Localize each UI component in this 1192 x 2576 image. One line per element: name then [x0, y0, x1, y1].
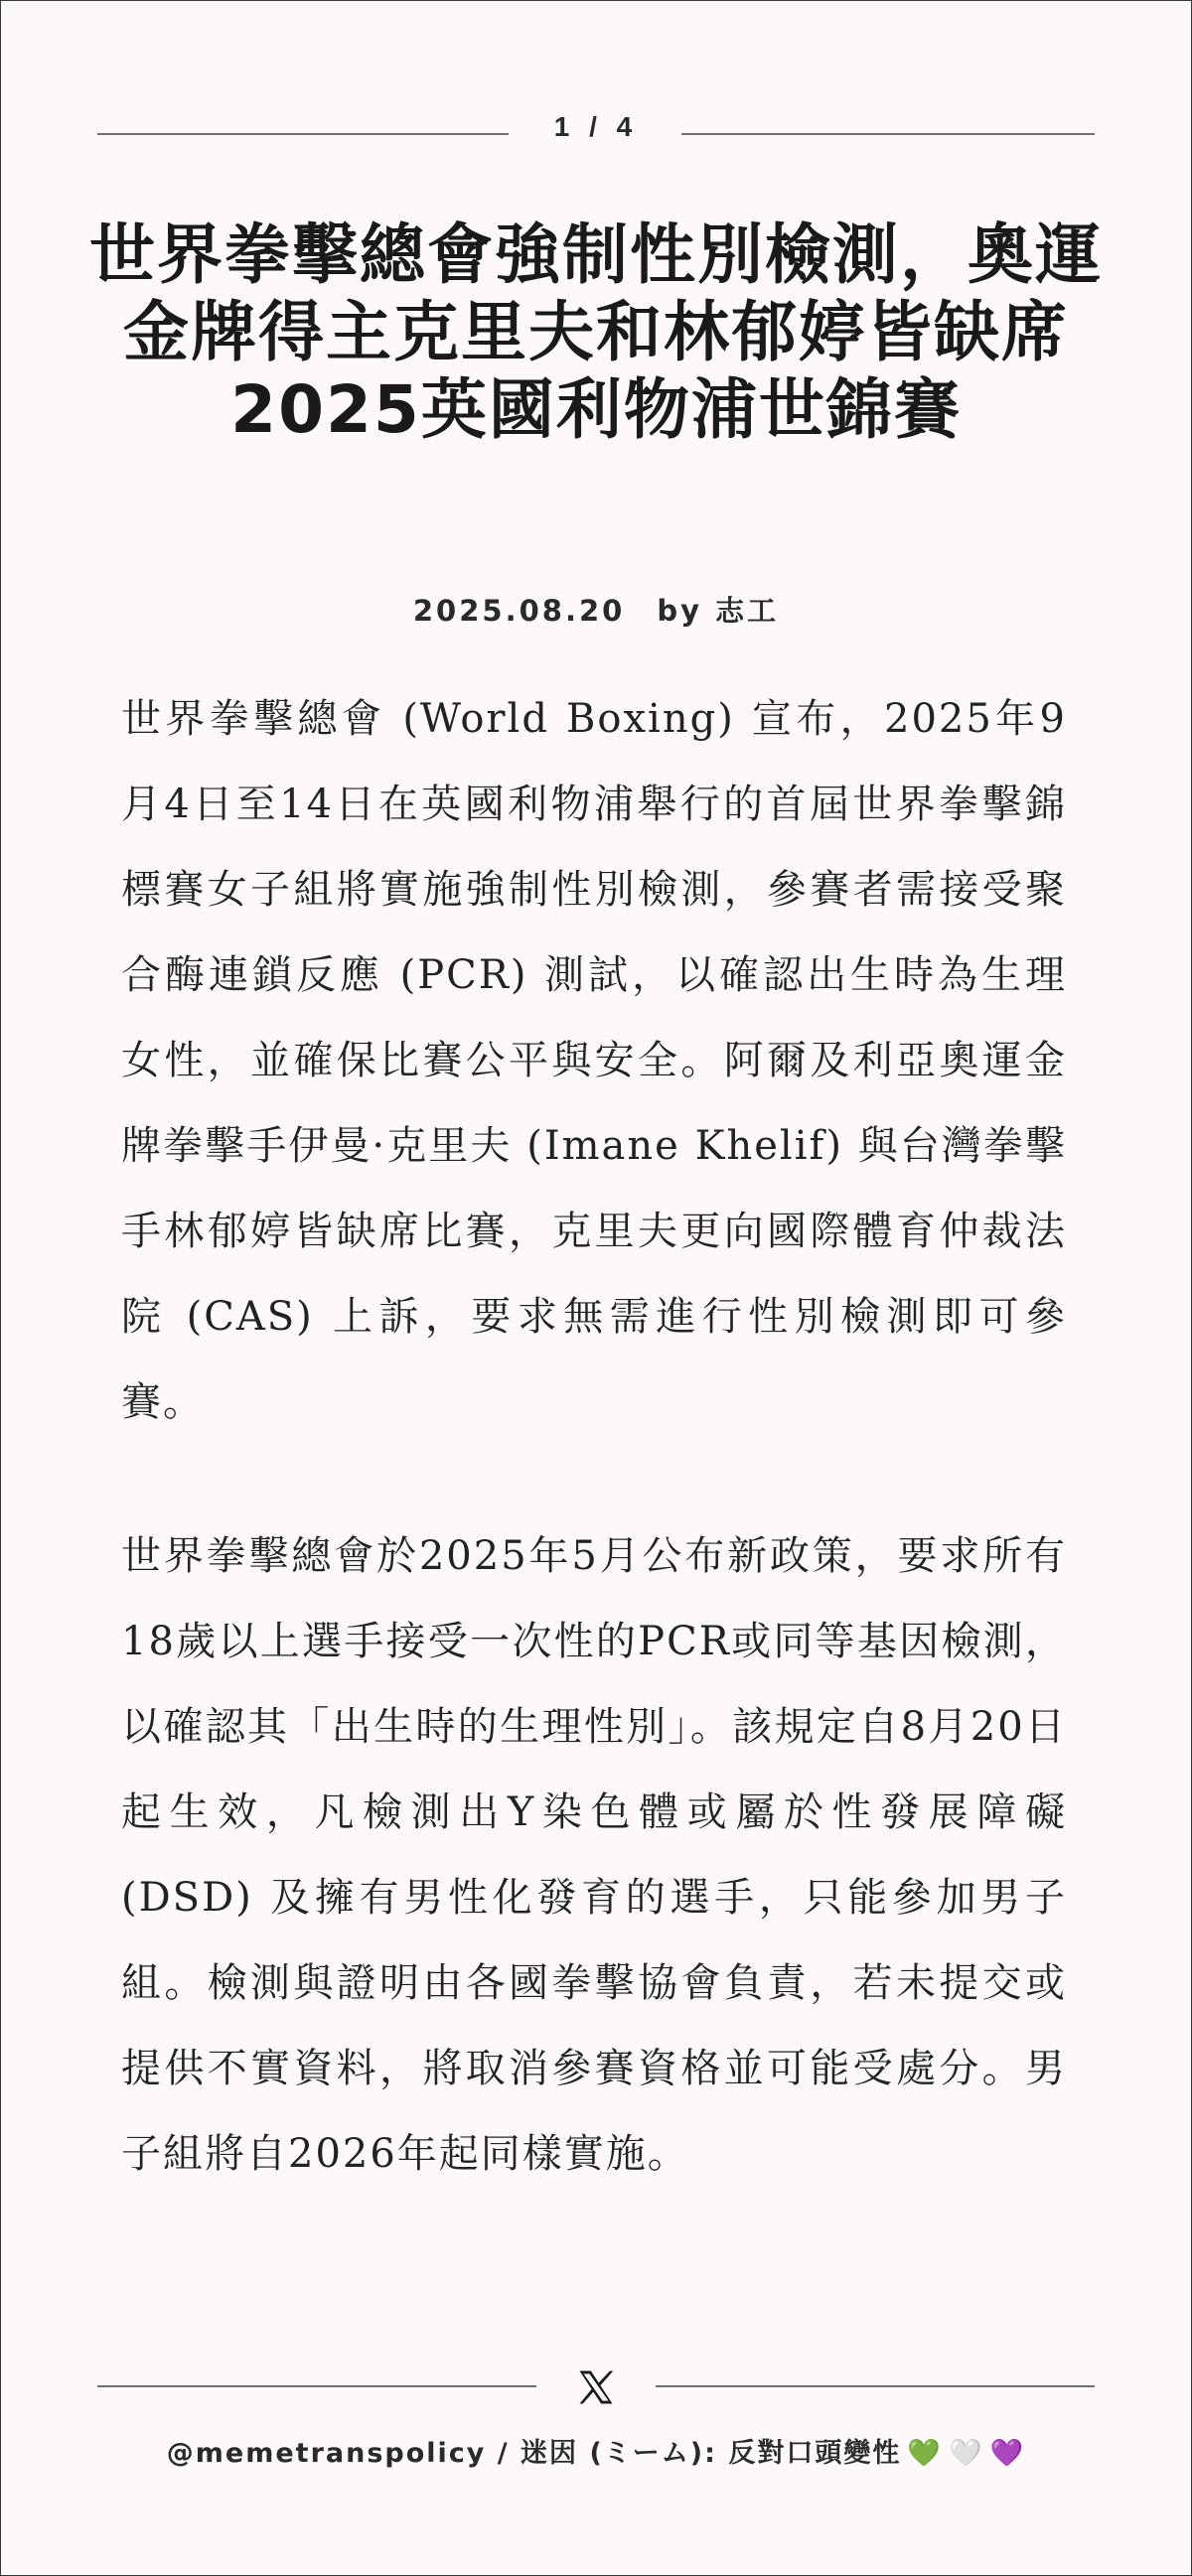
article-title: 世界拳擊總會強制性別檢測，奧運金牌得主克里夫和林郁婷皆缺席2025英國利物浦世錦賽	[89, 216, 1103, 448]
byline	[0, 589, 1192, 630]
body-paragraph-1: 世界拳擊總會 (World Boxing) 宣布，2025年9月4日至14日在英國利物浦舉行的首屆世界拳擊錦標賽女子組將實施強制性別檢測，參賽者需接受聚合酶連鎖反應 (PCR) 測試，以確認出生時為生理女性，並確保比賽公平與安全。阿爾及利亞奧運金牌拳擊手伊曼·克里夫 (Imane Khelif) 與台灣拳擊手林郁婷皆缺席比賽，克里夫更向國際體育仲裁法院 (CAS) 上訴，要求無需進行性別檢測即可參賽。	[121, 696, 1067, 1425]
x-logo-icon	[574, 2365, 618, 2409]
footer-rule-left	[97, 2385, 536, 2387]
green-heart-icon: 💚	[907, 2438, 943, 2469]
footer-rule-right	[656, 2385, 1095, 2387]
white-heart-icon: 🤍	[948, 2438, 984, 2469]
purple-heart-icon: 💜	[989, 2438, 1026, 2469]
article-author: by 志工	[657, 594, 780, 628]
article-date: 2025.08.20	[412, 594, 626, 628]
footer-handle	[0, 2431, 1192, 2470]
footer-hearts	[901, 2438, 1025, 2469]
body-paragraph-2: 世界拳擊總會於2025年5月公布新政策，要求所有18歲以上選手接受一次性的PCR或同等基因檢測，以確認其「出生時的生理性別」。該規定自8月20日起生效，凡檢測出Y染色體或屬於性發展障礙 (DSD) 及擁有男性化發育的選手，只能參加男子組。檢測與證明由各國拳擊協會負責，若未提交或提供不實資料，將取消參賽資格並可能受處分。男子組將自2026年起同樣實施。	[121, 1533, 1067, 2177]
page-indicator: 1 / 4	[553, 111, 639, 142]
footer-handle-text: @memetranspolicy / 迷因 (ミーム): 反對口頭變性	[166, 2438, 902, 2469]
